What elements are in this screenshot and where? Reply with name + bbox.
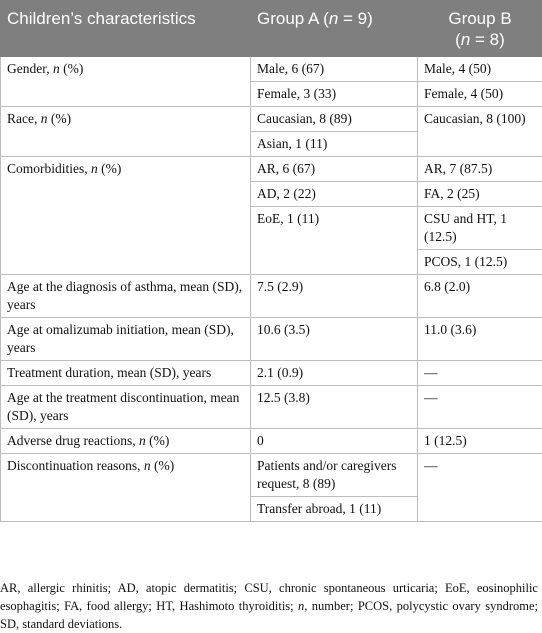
discontinuation-group-a-transfer: Transfer abroad, 1 (11) [251, 497, 418, 522]
comorbidities-label: Comorbidities, n (%) [1, 157, 251, 275]
gender-group-b-female: Female, 4 (50) [418, 82, 542, 107]
age-discontinuation-group-b: — [418, 386, 542, 429]
adverse-reactions-group-a: 0 [251, 429, 418, 454]
table-row [1, 318, 542, 361]
comorbidities-group-b-ar: AR, 7 (87.5) [418, 157, 542, 182]
footnote-text-pre: AR, allergic rhinitis; AD, atopic dermatitis; CSU, chronic spontaneous urticaria; EoE, eosinophilic esophagitis; FA, food allergy; HT, Hashimoto thyroiditis; [0, 581, 538, 613]
age-diagnosis-label: Age at the diagnosis of asthma, mean (SD), years [1, 275, 251, 318]
header-group-a [251, 1, 418, 57]
age-omalizumab-group-a: 10.6 (3.5) [251, 318, 418, 361]
discontinuation-group-a-request: Patients and/or caregivers request, 8 (89) [251, 454, 418, 497]
gender-group-b-male: Male, 4 (50) [418, 57, 542, 82]
table-footnote [0, 579, 538, 633]
discontinuation-group-b: — [418, 454, 542, 522]
footnote-n: n [298, 599, 304, 613]
adverse-reactions-label: Adverse drug reactions, n (%) [1, 429, 251, 454]
table-row [1, 361, 542, 386]
header-group-a-post: = 9) [338, 9, 373, 28]
header-group-b-pre: ( [455, 30, 461, 49]
header-row [1, 1, 542, 57]
adverse-reactions-group-b: 1 (12.5) [418, 429, 542, 454]
table-row [1, 275, 542, 318]
treatment-duration-label: Treatment duration, mean (SD), years [1, 361, 251, 386]
age-diagnosis-group-a: 7.5 (2.9) [251, 275, 418, 318]
treatment-duration-group-a: 2.1 (0.9) [251, 361, 418, 386]
race-group-a-asian: Asian, 1 (11) [251, 132, 418, 157]
age-diagnosis-group-b: 6.8 (2.0) [418, 275, 542, 318]
header-group-b-title: Group B [448, 9, 511, 28]
discontinuation-reasons-label: Discontinuation reasons, n (%) [1, 454, 251, 522]
comorbidities-group-b-fa: FA, 2 (25) [418, 182, 542, 207]
age-omalizumab-label: Age at omalizumab initiation, mean (SD), years [1, 318, 251, 361]
comorbidities-group-a-ar: AR, 6 (67) [251, 157, 418, 182]
treatment-duration-group-b: — [418, 361, 542, 386]
race-group-a-caucasian: Caucasian, 8 (89) [251, 107, 418, 132]
table-row [1, 386, 542, 429]
header-group-b-post: = 8) [470, 30, 505, 49]
table-row [1, 57, 542, 82]
table-row [1, 157, 542, 182]
race-label: Race, n (%) [1, 107, 251, 157]
table-row [1, 107, 542, 132]
header-characteristics: Children’s characteristics [1, 1, 251, 57]
table-row [1, 454, 542, 497]
comorbidities-group-b-csu-ht: CSU and HT, 1 (12.5) [418, 207, 542, 250]
comorbidities-group-a-ad: AD, 2 (22) [251, 182, 418, 207]
header-group-a-pre: Group A ( [257, 9, 329, 28]
header-group-a-n: n [329, 9, 338, 28]
gender-label: Gender, n (%) [1, 57, 251, 107]
table-row [1, 429, 542, 454]
comorbidities-group-a-eoe: EoE, 1 (11) [251, 207, 418, 275]
age-discontinuation-group-a: 12.5 (3.8) [251, 386, 418, 429]
race-group-b-caucasian: Caucasian, 8 (100) [418, 107, 542, 157]
gender-group-a-female: Female, 3 (33) [251, 82, 418, 107]
header-group-b-n: n [461, 30, 470, 49]
header-group-b [418, 1, 542, 57]
age-discontinuation-label: Age at the treatment discontinuation, mean (SD), years [1, 386, 251, 429]
gender-group-a-male: Male, 6 (67) [251, 57, 418, 82]
comorbidities-group-b-pcos: PCOS, 1 (12.5) [418, 250, 542, 275]
age-omalizumab-group-b: 11.0 (3.6) [418, 318, 542, 361]
footnote-text-post: , number; PCOS, polycystic ovary syndrome; SD, standard deviations. [0, 599, 538, 631]
